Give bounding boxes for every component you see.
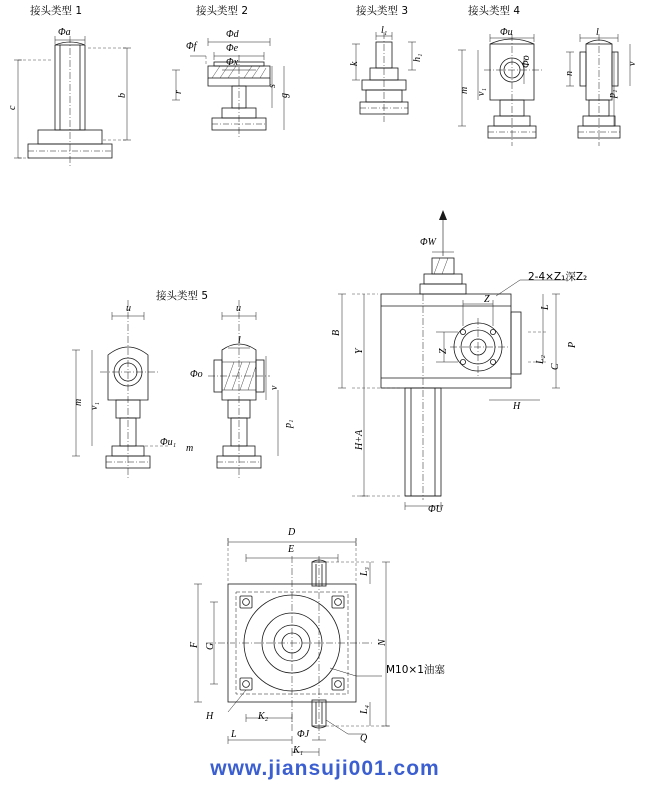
dim-l-t5: l [238, 335, 241, 346]
figure-main-front-view [338, 210, 566, 510]
dim-l1: l₁ [381, 25, 388, 36]
dim-s: s [267, 84, 278, 88]
joint-type-3-title: 接头类型 3 [356, 5, 409, 17]
dim-n: n [564, 71, 575, 76]
dim-n-top: N [377, 639, 388, 646]
dim-c: c [7, 105, 18, 110]
dim-p-main: P [567, 341, 578, 348]
dim-phi-d: Φd [226, 29, 239, 40]
annotation-oil-plug: M10×1油塞 [386, 664, 445, 676]
dim-v1-left: v₁ [89, 402, 100, 410]
dim-phi-u-main: ΦU [428, 504, 443, 515]
dim-phi-o2: Φo [190, 369, 203, 380]
site-watermark: www.jiansuji001.com [210, 757, 440, 780]
dim-l-upper: L [540, 304, 551, 310]
dim-p1-t4: p₁ [607, 89, 618, 98]
dim-p1-t5: p₁ [283, 419, 294, 428]
dim-phi-a: Φa [58, 27, 71, 38]
dim-l4: L₄ [359, 704, 370, 714]
dim-phi-w: ΦW [420, 237, 436, 248]
figure-joint-type-3 [349, 32, 416, 122]
dim-b: b [117, 93, 128, 98]
annotation-bore-holes: 2-4×Z₁深Z₂ [528, 271, 588, 283]
dim-l2: L₂ [535, 354, 546, 364]
dim-phi-u1: Φu₁ [160, 437, 177, 448]
dim-m-right: m [186, 443, 194, 454]
dim-h-main: H [513, 401, 521, 412]
dim-z-side: Z [438, 348, 449, 354]
figure-joint-type-5-right [208, 300, 278, 478]
dim-m-left: m [73, 398, 84, 406]
joint-type-5-title: 接头类型 5 [156, 290, 209, 302]
figure-joint-type-1 [14, 36, 131, 166]
dim-l-t4: l [596, 27, 599, 38]
dim-h-plus-a: H+A [354, 429, 365, 450]
dim-phi-o: Φo [521, 55, 532, 68]
dim-y: Y [354, 348, 365, 354]
dim-v1: v₁ [476, 88, 487, 96]
dim-e-top: E [288, 544, 295, 555]
dim-l3: L₃ [359, 566, 370, 576]
joint-type-2-title: 接头类型 2 [196, 5, 249, 17]
dim-f-top: F [189, 641, 200, 648]
joint-type-4-title: 接头类型 4 [468, 5, 521, 17]
joint-type-1-title: 接头类型 1 [30, 5, 83, 17]
figure-joint-type-5-left [72, 300, 170, 478]
dim-u-right: u [236, 303, 241, 314]
dim-b-main: B [331, 329, 342, 336]
dim-k: k [349, 61, 360, 66]
figure-joint-type-4-right [566, 34, 630, 146]
dim-phi-e: Φe [226, 43, 239, 54]
dim-g: g [279, 93, 290, 98]
dim-phi-x: Φx [226, 57, 239, 68]
dim-v-t4: v [627, 61, 638, 66]
figure-joint-type-4-left [458, 34, 542, 146]
dim-h-top: H [206, 711, 214, 722]
dim-z-top: Z [484, 294, 490, 305]
dim-k1: K₁ [293, 745, 304, 756]
dim-c-main: C [550, 363, 561, 370]
dim-u-left: u [126, 303, 131, 314]
dim-phi-j: ΦJ [297, 729, 310, 740]
dim-q: Q [360, 733, 368, 744]
dim-h1: h₁ [412, 53, 423, 62]
dim-phi-u: Φu [500, 27, 513, 38]
dim-r: r [173, 90, 184, 94]
dim-m: m [459, 86, 470, 94]
dim-d-top: D [288, 527, 296, 538]
dim-k2: K₂ [258, 711, 269, 722]
dim-v-t5: v [269, 385, 280, 390]
dim-g-top: G [205, 642, 216, 650]
dim-l-top: L [231, 729, 237, 740]
dim-phi-f: Φf [186, 41, 197, 52]
